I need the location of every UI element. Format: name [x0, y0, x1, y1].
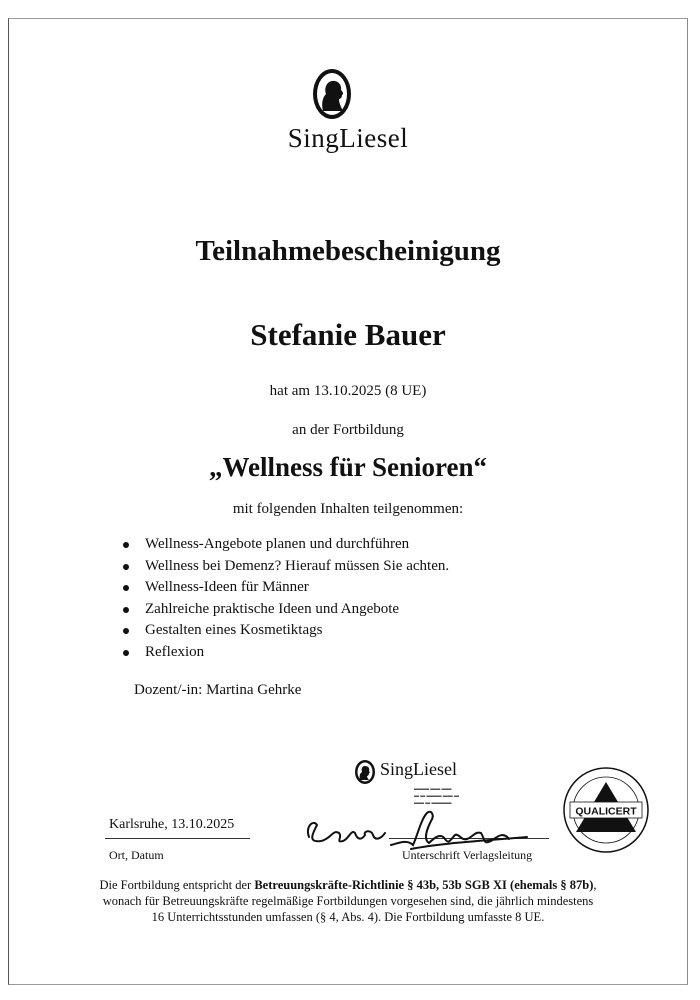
footer-line1-prefix: Die Fortbildung entspricht der	[99, 878, 255, 892]
list-item: Gestalten eines Kosmetiktags	[123, 620, 449, 642]
list-item: Wellness-Ideen für Männer	[123, 577, 449, 599]
topics-list	[123, 534, 449, 663]
footer-line3: 16 Unterrichtsstunden umfassen (§ 4, Abs. 4). Die Fortbildung umfasste 8 UE.	[151, 910, 545, 924]
certificate-title: Teilnahmebescheinigung	[195, 235, 501, 267]
qualicert-seal-icon	[562, 766, 650, 854]
date-line: hat am 13.10.2025 (8 UE)	[269, 383, 427, 399]
lecturer: Dozent/-in: Martina Gehrke	[134, 682, 302, 698]
stamp-address-smudge: ▬▬▬ ▬▬ ▬▬ ▬ ▬ ▬▬▬ ▬▬ ▬ ▬▬ ▬ ▬▬▬▬	[414, 787, 459, 806]
course-title: „Wellness für Senioren“	[208, 452, 488, 482]
participant-name: Stefanie Bauer	[250, 317, 446, 352]
topics-intro: mit folgenden Inhalten teilgenommen:	[232, 501, 464, 517]
place-date: Karlsruhe, 13.10.2025	[109, 817, 235, 832]
footer-line1-suffix: ,	[593, 878, 597, 892]
footer-text	[9, 877, 687, 925]
list-item: Reflexion	[123, 642, 449, 664]
place-date-label: Ort, Datum	[109, 848, 164, 862]
stamp-logo-icon	[354, 759, 376, 785]
certificate-page	[8, 18, 688, 985]
footer-line1-bold: Betreuungskräfte-Richtlinie § 43b, 53b SGB XI (ehemals § 87b)	[254, 878, 594, 892]
list-item: Wellness bei Demenz? Hierauf müssen Sie achten.	[123, 556, 449, 578]
signature-label: Unterschrift Verlagsleitung	[402, 848, 533, 862]
silhouette-logo-icon	[311, 67, 353, 125]
list-item: Wellness-Angebote planen und durchführen	[123, 534, 449, 556]
brand-name: SingLiesel	[287, 123, 409, 153]
intro-line: an der Fortbildung	[292, 422, 404, 438]
stamp-brand: SingLiesel	[380, 759, 457, 779]
footer-line2: wonach für Betreuungskräfte regelmäßige Fortbildungen vorgesehen sind, die jährlich mindestens	[102, 894, 594, 908]
place-date-line	[105, 838, 250, 839]
seal-text: QUALICERT	[575, 805, 637, 818]
list-item: Zahlreiche praktische Ideen und Angebote	[123, 599, 449, 621]
